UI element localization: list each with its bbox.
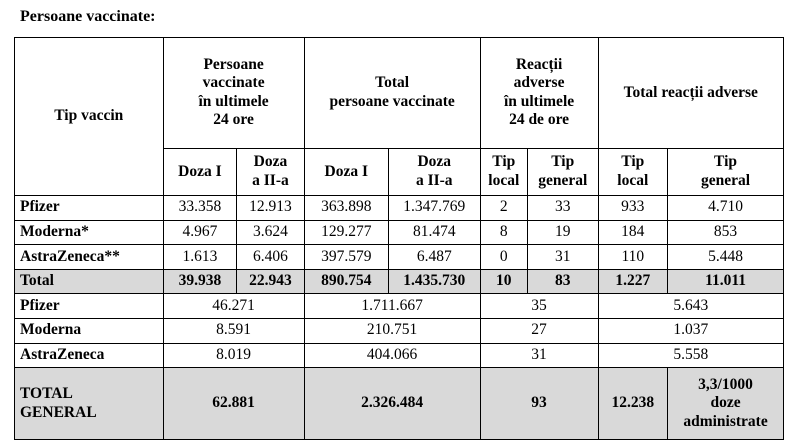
cell: 46.271	[163, 294, 304, 319]
cell: 110	[598, 245, 668, 270]
header-persoane-24h: Persoane vaccinate în ultimele 24 ore	[163, 38, 304, 149]
row-label: Pfizer	[15, 195, 164, 220]
cell: 8.019	[163, 343, 304, 368]
row-label: TOTAL GENERAL	[15, 368, 164, 440]
summary-row-pfizer	[15, 294, 784, 319]
cell: 1.227	[598, 269, 668, 294]
row-total-general	[15, 368, 784, 440]
cell: 0	[480, 245, 527, 270]
cell: 2.326.484	[304, 368, 480, 440]
cell: 31	[480, 343, 598, 368]
cell: 12.913	[237, 195, 304, 220]
row-label: AstraZeneca	[15, 343, 164, 368]
cell: 81.474	[388, 220, 480, 245]
header-total-tip-local: Tip local	[598, 148, 668, 195]
summary-row-moderna	[15, 318, 784, 343]
row-moderna	[15, 220, 784, 245]
cell: 6.487	[388, 245, 480, 270]
header-reactii-24h: Reacții adverse în ultimele 24 de ore	[480, 38, 598, 149]
cell: 363.898	[304, 195, 388, 220]
row-total	[15, 269, 784, 294]
header-total-doza-2: Doza a II-a	[388, 148, 480, 195]
cell: 19	[527, 220, 598, 245]
cell: 933	[598, 195, 668, 220]
cell: 8.591	[163, 318, 304, 343]
cell: 1.347.769	[388, 195, 480, 220]
header-tip-vaccin: Tip vaccin	[15, 38, 164, 196]
row-label: Total	[15, 269, 164, 294]
cell: 1.037	[598, 318, 783, 343]
row-label: Pfizer	[15, 294, 164, 319]
cell: 184	[598, 220, 668, 245]
cell: 404.066	[304, 343, 480, 368]
cell: 4.967	[163, 220, 237, 245]
header-doza-2: Doza a II-a	[237, 148, 304, 195]
cell: 33	[527, 195, 598, 220]
cell: 35	[480, 294, 598, 319]
cell: 1.711.667	[304, 294, 480, 319]
cell-rate: 3,3/1000 doze administrate	[668, 368, 784, 440]
row-label: Moderna	[15, 318, 164, 343]
cell: 3.624	[237, 220, 304, 245]
cell: 1.613	[163, 245, 237, 270]
cell: 27	[480, 318, 598, 343]
header-tip-general: Tip general	[527, 148, 598, 195]
row-label: AstraZeneca**	[15, 245, 164, 270]
cell: 6.406	[237, 245, 304, 270]
vaccination-table	[14, 37, 784, 440]
row-astrazeneca	[15, 245, 784, 270]
cell: 8	[480, 220, 527, 245]
cell: 129.277	[304, 220, 388, 245]
caption: Persoane vaccinate:	[20, 8, 156, 25]
cell: 33.358	[163, 195, 237, 220]
cell: 12.238	[598, 368, 668, 440]
cell: 62.881	[163, 368, 304, 440]
header-total-persoane: Total persoane vaccinate	[304, 38, 480, 149]
header-total-doza-1: Doza I	[304, 148, 388, 195]
cell: 31	[527, 245, 598, 270]
cell: 397.579	[304, 245, 388, 270]
cell: 83	[527, 269, 598, 294]
cell: 10	[480, 269, 527, 294]
cell: 4.710	[668, 195, 784, 220]
header-tip-local: Tip local	[480, 148, 527, 195]
cell: 5.643	[598, 294, 783, 319]
cell: 11.011	[668, 269, 784, 294]
summary-row-astrazeneca	[15, 343, 784, 368]
cell: 853	[668, 220, 784, 245]
cell: 890.754	[304, 269, 388, 294]
cell: 210.751	[304, 318, 480, 343]
cell: 5.558	[598, 343, 783, 368]
header-row-1	[15, 38, 784, 149]
header-total-reactii: Total reacții adverse	[598, 38, 783, 149]
cell: 39.938	[163, 269, 237, 294]
cell: 93	[480, 368, 598, 440]
row-pfizer	[15, 195, 784, 220]
header-total-tip-general: Tip general	[668, 148, 784, 195]
cell: 1.435.730	[388, 269, 480, 294]
cell: 2	[480, 195, 527, 220]
cell: 22.943	[237, 269, 304, 294]
header-doza-1: Doza I	[163, 148, 237, 195]
cell: 5.448	[668, 245, 784, 270]
row-label: Moderna*	[15, 220, 164, 245]
